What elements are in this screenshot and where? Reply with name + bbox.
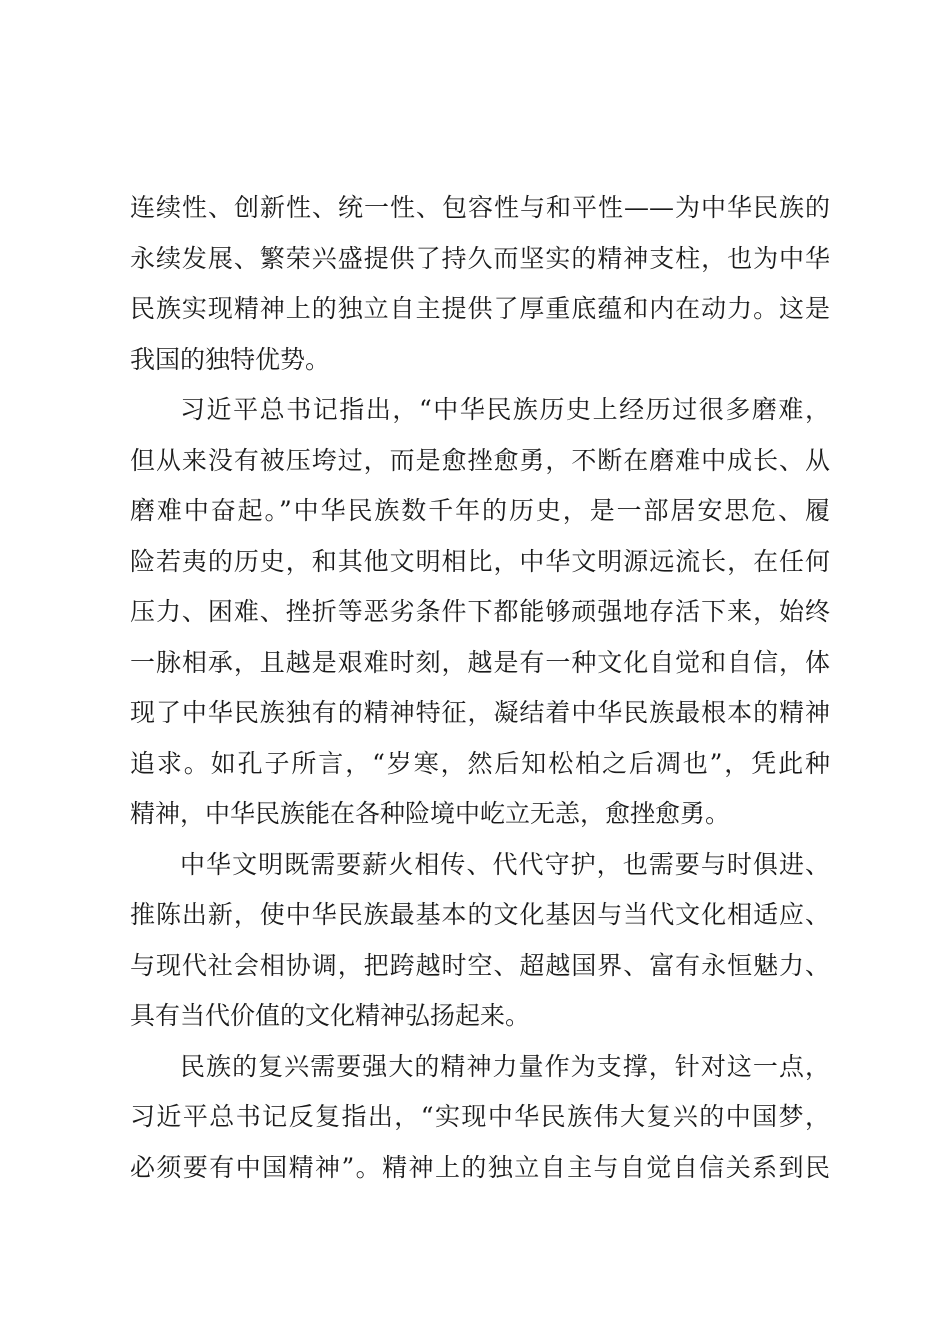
text-line: 民族的复兴需要强大的精神力量作为支撑，针对这一点， (180, 1051, 830, 1081)
text-line: 民族实现精神上的独立自主提供了厚重底蕴和内在动力。这是 (130, 294, 830, 323)
text-line: 必须要有中国精神”。精神上的独立自主与自觉自信关系到民 (130, 1152, 830, 1182)
text-line: 连续性、创新性、统一性、包容性与和平性——为中华民族的 (130, 193, 830, 222)
text-line: 永续发展、繁荣兴盛提供了持久而坚实的精神支柱，也为中华 (130, 243, 830, 273)
text-line: 与现代社会相协调，把跨越时空、超越国界、富有永恒魅力、 (130, 950, 830, 980)
text-line: 一脉相承，且越是艰难时刻，越是有一种文化自觉和自信，体 (130, 647, 830, 677)
body-text (130, 183, 830, 1193)
text-line: 中华文明既需要薪火相传、代代守护，也需要与时俱进、 (180, 849, 830, 879)
text-line: 习近平总书记指出，“中华民族历史上经历过很多磨难， (180, 395, 830, 424)
paragraph-4 (130, 1042, 830, 1194)
text-line: 我国的独特优势。 (130, 344, 331, 374)
text-line: 压力、困难、挫折等恶劣条件下都能够顽强地存活下来，始终 (130, 597, 830, 626)
text-line: 追求。如孔子所言，“岁寒，然后知松柏之后凋也”，凭此种 (130, 748, 830, 778)
text-line: 推陈出新，使中华民族最基本的文化基因与当代文化相适应、 (130, 900, 830, 929)
text-line: 磨难中奋起。”中华民族数千年的历史，是一部居安思危、履 (130, 496, 830, 525)
text-line: 险若夷的历史，和其他文明相比，中华文明源远流长，在任何 (130, 546, 830, 576)
text-line: 但从来没有被压垮过，而是愈挫愈勇，不断在磨难中成长、从 (130, 445, 830, 475)
paragraph-2 (130, 385, 830, 840)
text-line: 现了中华民族独有的精神特征，凝结着中华民族最根本的精神 (130, 698, 830, 727)
text-line: 具有当代价值的文化精神弘扬起来。 (130, 1001, 531, 1030)
paragraph-1 (130, 183, 830, 385)
paragraph-3 (130, 840, 830, 1042)
text-line: 精神，中华民族能在各种险境中屹立无恙，愈挫愈勇。 (130, 799, 731, 828)
text-line: 习近平总书记反复指出，“实现中华民族伟大复兴的中国梦， (130, 1102, 830, 1131)
